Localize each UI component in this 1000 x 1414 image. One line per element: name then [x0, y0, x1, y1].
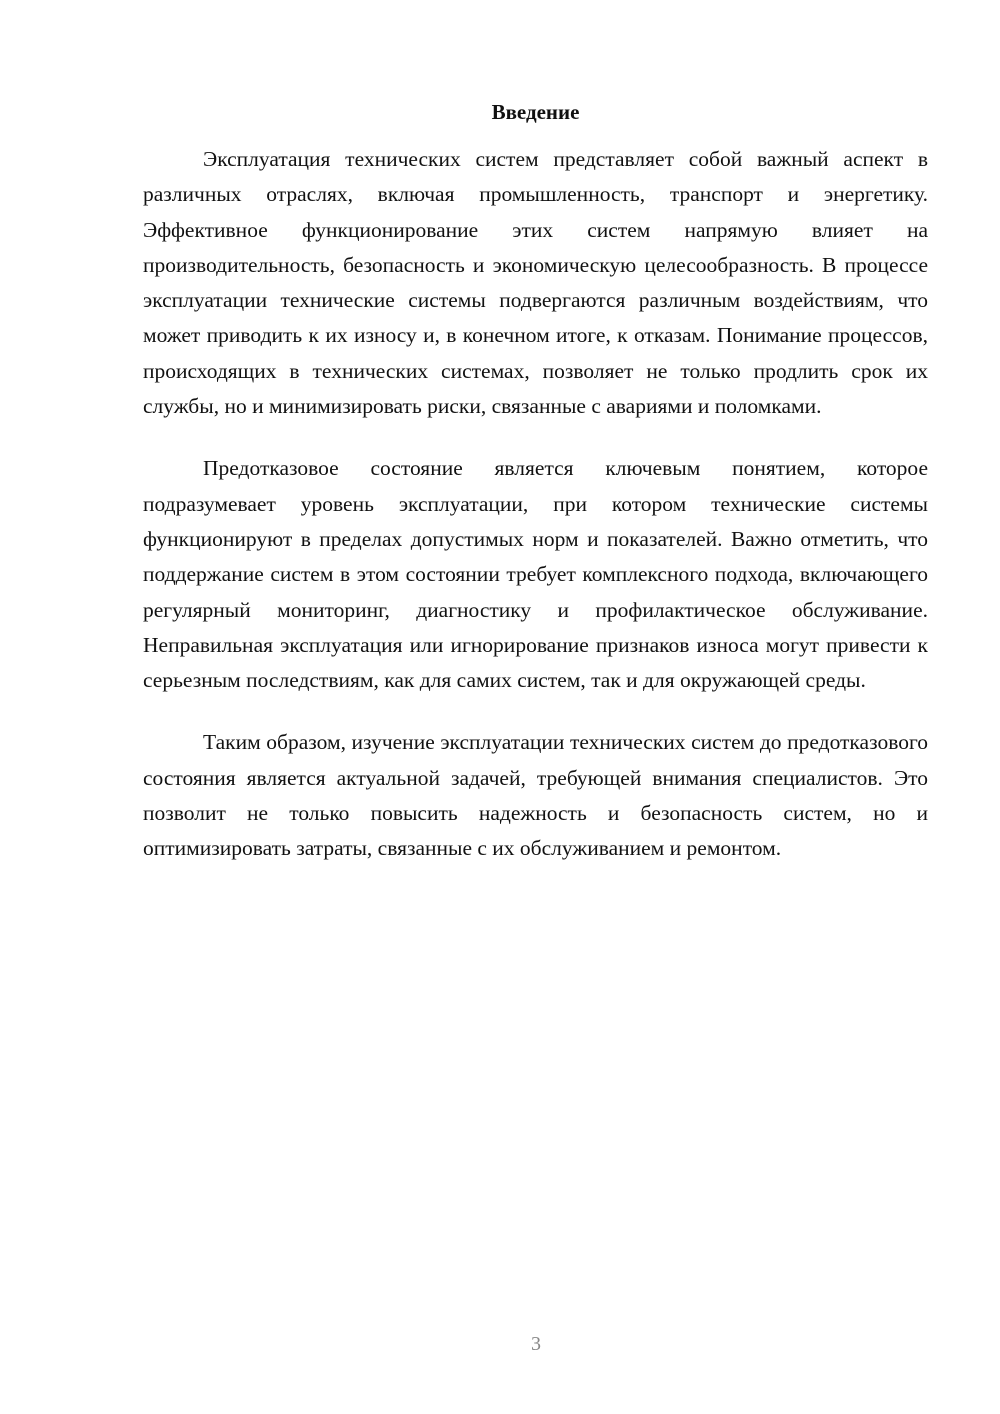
page-number: 3 — [531, 1333, 541, 1355]
paragraph-prefailure-state: Предотказовое состояние является ключевым понятием, которое подразумевает уровень эксплуатации, при котором технические системы функционируют в пределах допустимых норм и показателей. Важно отметить, что поддержание систем в этом состоянии требует комплексного подхода, включающего регулярный мониторинг, диагностику и профилактическое обслуживание. Неправильная эксплуатация или игнорирование признаков износа могут привести к серьезным последствиям, как для самих систем, так и для окружающей среды. — [143, 456, 928, 693]
paragraph-intro: Эксплуатация технических систем представляет собой важный аспект в различных отраслях, включая промышленность, транспорт и энергетику. Эффективное функционирование этих систем напрямую влияет на производительность, безопасность и экономическую целесообразность. В процессе эксплуатации технические системы подвергаются различным воздействиям, что может приводить к их износу и, в конечном итоге, к отказам. Понимание процессов, происходящих в технических системах, позволяет не только продлить срок их службы, но и минимизировать риски, связанные с авариями и поломками. — [143, 147, 928, 419]
body-text — [143, 142, 928, 894]
section-heading: Введение — [491, 100, 580, 124]
paragraph-conclusion: Таким образом, изучение эксплуатации технических систем до предотказового состояния является актуальной задачей, требующей внимания специалистов. Это позволит не только повысить надежность и безопасность систем, но и оптимизировать затраты, связанные с их обслуживанием и ремонтом. — [143, 730, 928, 861]
